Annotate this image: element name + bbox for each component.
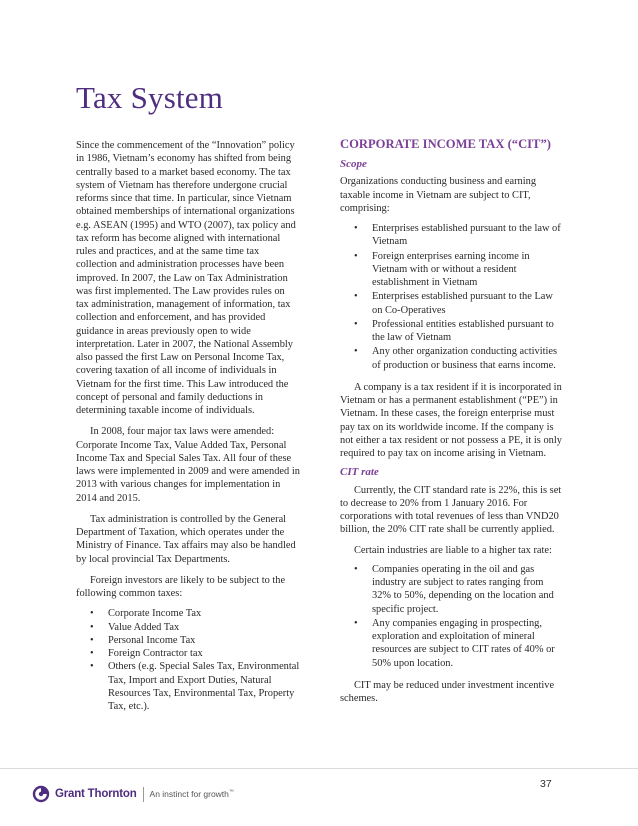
common-taxes-list xyxy=(76,607,300,713)
tax-laws-paragraph: In 2008, four major tax laws were amended: Corporate Income Tax, Value Added Tax, Personal Income Tax and Special Sales Tax. All four of these laws were implemented in 2009 and were amended in 2013 with various changes for implementation in 2014 and 2015. xyxy=(76,426,300,504)
common-taxes-intro: Foreign investors are likely to be subject to the following common taxes: xyxy=(76,574,286,599)
list-item: • Enterprises established pursuant to the law of Vietnam xyxy=(354,223,561,248)
higher-rate-list xyxy=(340,563,565,670)
scope-list xyxy=(340,222,565,372)
list-item: • Foreign Contractor tax xyxy=(90,648,203,659)
list-item: • Enterprises established pursuant to the Law on Co-Operatives xyxy=(354,291,553,316)
list-item: • Value Added Tax xyxy=(90,621,180,633)
list-item: • Any companies engaging in prospecting, exploration and exploitation of mineral resources are subject to CIT rates of 40% or 50% upon location. xyxy=(354,617,555,669)
cit-rate-paragraph: Currently, the CIT standard rate is 22%, this is set to decrease to 20% from 1 January 2016. For corporations with total revenues of less than VND20 billion, the 20% CIT rate shall be currently applied. xyxy=(340,484,562,536)
list-item: • Foreign enterprises earning income in Vietnam with or without a resident establishment in Vietnam xyxy=(354,250,530,288)
scope-paragraph: Organizations conducting business and earning taxable income in Vietnam are subject to CIT, comprising: xyxy=(340,176,537,214)
footer-divider xyxy=(0,768,638,769)
cit-heading: CORPORATE INCOME TAX (“CIT”) xyxy=(340,137,551,151)
intro-paragraph: Since the commencement of the “Innovation” policy in 1986, Vietnam’s economy has shifted from being centrally based to a market based economy. The tax system of Vietnam has therefore undergone crucial reforms since that time. In particular, since Vietnam obtained memberships of international organizations e.g. ASEAN (1995) and WTO (2007), tax policy and tax reform has become aligned with international rules and practices, and at the same time tax collection and administration processes have been improved. In 2007, the Law on Tax Administration was first implemented. The Law provides rules on tax administration, management of information, tax collection and enforcement, and has provided guidance in areas previously open to wide interpretation. Later in 2007, the National Assembly also passed the first Law on Personal Income Tax, covering taxation of all income of individuals in Vietnam for the first time. This Law introduced the concept of personal and family deductions in determining taxable income of individuals. xyxy=(76,140,296,416)
list-item: • Professional entities established pursuant to the law of Vietnam xyxy=(354,318,554,343)
cit-rate-heading: CIT rate xyxy=(340,466,379,479)
left-column xyxy=(76,139,300,722)
incentive-paragraph: CIT may be reduced under investment incentive schemes. xyxy=(340,679,555,704)
brand-tagline: An instinct for growth™ xyxy=(149,789,234,799)
list-item: • Personal Income Tax xyxy=(90,634,196,646)
grant-thornton-logo xyxy=(32,784,234,804)
page-number: 37 xyxy=(540,778,552,790)
logo-divider xyxy=(143,787,144,802)
scope-heading: Scope xyxy=(340,158,367,170)
tax-resident-paragraph: A company is a tax resident if it is incorporated in Vietnam or has a permanent establishment (“PE”) in Vietnam. In these cases, the foreign enterprise must pay tax on its worldwide income. If the company is not either a tax resident or not possess a PE, it is only required to pay tax on income arising in Vietnam. xyxy=(340,381,562,459)
higher-rate-intro: Certain industries are liable to a higher tax rate: xyxy=(354,544,552,556)
list-item: • Any other organization conducting activities of production or business that earns income. xyxy=(354,346,558,371)
list-item: • Others (e.g. Special Sales Tax, Environmental Tax, Import and Export Duties, Natural Resources Tax, Environmental Tax, Property Tax, etc.). xyxy=(90,661,300,712)
page-title: Tax System xyxy=(76,80,224,115)
brand-name: Grant Thornton xyxy=(55,788,137,800)
tax-administration-paragraph: Tax administration is controlled by the General Department of Taxation, which operates under the Ministry of Finance. Tax affairs may also be handled by local provincial Tax Departments. xyxy=(76,513,296,565)
list-item: • Companies operating in the oil and gas industry are subject to rates ranging from 32% to 50%, depending on the location and specific project. xyxy=(354,563,554,615)
list-item: • Corporate Income Tax xyxy=(90,608,202,620)
right-column xyxy=(340,139,565,713)
grant-thornton-mark-icon xyxy=(32,785,50,803)
